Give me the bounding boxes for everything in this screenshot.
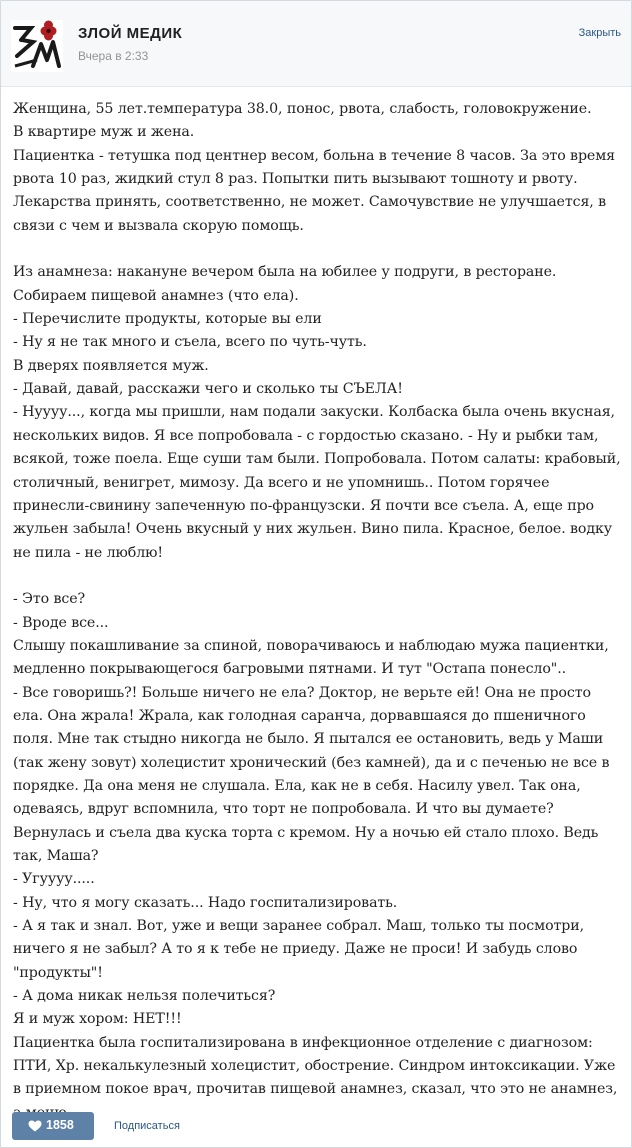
heart-icon bbox=[28, 1120, 42, 1132]
post-paragraph: Пациентка - тетушка под центнер весом, больна в течение 8 часов. За это время рвота 10 раз, жидкий стул 8 раз. Попытки пить вызывают тошноту и рвоту. Лекарства принять, соответственно, не может. Самочувствие не улучшается, в связи с чем и вызвала скорую помощь. bbox=[13, 147, 616, 234]
post-footer bbox=[1, 1107, 631, 1147]
post-date[interactable]: Вчера в 2:33 bbox=[78, 49, 149, 63]
post-paragraph: Слышу покашливание за спиной, поворачиваюсь и наблюдаю мужа пациентки, медленно покрывающегося багровыми пятнами. И тут "Остапа понесло".. bbox=[13, 637, 609, 678]
close-button[interactable]: Закрыть bbox=[578, 27, 621, 39]
post-paragraph: Я и муж хором: НЕТ!!! bbox=[13, 1011, 182, 1028]
blank-line bbox=[13, 238, 623, 261]
like-button[interactable] bbox=[12, 1112, 94, 1140]
post-paragraph: Из анамнеза: накануне вечером была на юбилее у подруги, в ресторане. bbox=[13, 264, 557, 281]
post-paragraph: - А я так и знал. Вот, уже и вещи заранее собрал. Маш, только ты посмотри, ничего я не забыл? А то я к тебе не приеду. Даже не проси! И забудь слово "продукты"! bbox=[13, 918, 585, 981]
blank-line bbox=[13, 565, 623, 588]
post-paragraph: - Ну, что я могу сказать... Надо госпитализировать. bbox=[13, 894, 398, 911]
post-paragraph: - Это все? bbox=[13, 591, 85, 608]
post-text bbox=[13, 98, 623, 1125]
author-name[interactable]: ЗЛОЙ МЕДИК bbox=[78, 25, 183, 42]
post-paragraph: - Вроде все... bbox=[13, 614, 109, 631]
post-paragraph: - Давай, давай, расскажи чего и сколько ты СЪЕЛА! bbox=[13, 381, 403, 398]
like-count: 1858 bbox=[46, 1118, 74, 1132]
avatar[interactable] bbox=[11, 20, 63, 72]
post-paragraph: Женщина, 55 лет.температура 38.0, понос, рвота, слабость, головокружение. bbox=[13, 101, 592, 117]
post-paragraph: - Ну я не так много и съела, всего по чуть-чуть. bbox=[13, 334, 367, 351]
post-header bbox=[1, 1, 631, 87]
post-paragraph: Собираем пищевой анамнез (что ела). bbox=[13, 287, 299, 304]
post-paragraph: В дверях появляется муж. bbox=[13, 357, 209, 374]
post-paragraph: - Нуууу..., когда мы пришли, нам подали закуски. Колбаска была очень вкусная, нескольких видов. Я все попробовала - с гордостью сказано. - Ну и рыбки там, всякой, тоже поела. Еще суши там были. Попробовала. Потом салаты: крабовый, столичный, венигрет, мимозу. Да всего и не упомнишь.. Потом горячее принесли-свинину запеченную по-французски. Я почти все съела. А, еще про жульен забыла! Очень вкусный у них жульен. Вино пила. Красное, белое. водку не пила - не люблю! bbox=[13, 404, 621, 561]
post-paragraph: - Угуууу..... bbox=[13, 871, 95, 888]
post-paragraph: Пациентка была госпитализирована в инфекционное отделение с диагнозом: ПТИ, Хр. некалькулезный холецистит, обострение. Синдром интоксикации. Уже в приемном покое врач, прочитав пищевой анамнез, сказал, что это не анамнез, bbox=[13, 1034, 618, 1098]
post-paragraph: - А дома никак нельзя полечиться? bbox=[13, 988, 276, 1005]
post-paragraph: В квартире муж и жена. bbox=[13, 124, 195, 141]
post-paragraph: - Перечислите продукты, которые вы ели bbox=[13, 311, 322, 328]
post-paragraph: - Все говоришь?! Больше ничего не ела? Доктор, не верьте ей! Она не просто ела. Она жрала! Жрала, как голодная саранча, дорвавшаяся до пшеничного поля. Мне так стыдно никогда не было. Я пытался ее остановить, ведь у Маши (так жену зовут) холецистит хронический (без камней), да и с печенью не все в порядке. Да она меня не слушала. Ела, как не в себя. Насилу увел. Так она, одеваясь, вдруг вспомнила, что торт не попробовала. И что вы думаете? Вернулась и съела два куска торта с кремом. Ну а ночью ей стало плохо. Ведь так, Маша? bbox=[13, 684, 610, 864]
subscribe-link[interactable]: Подписаться bbox=[114, 1120, 180, 1132]
